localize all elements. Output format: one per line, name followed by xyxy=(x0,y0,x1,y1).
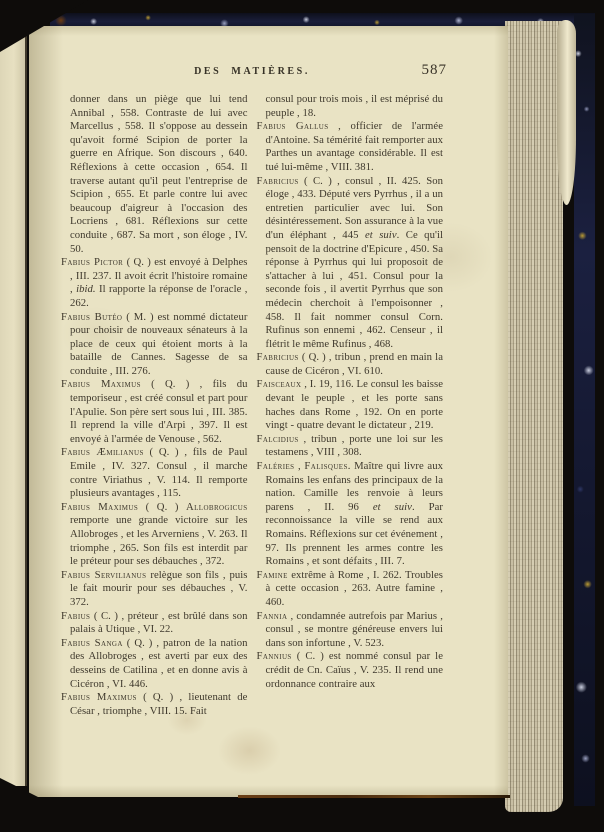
page-number: 587 xyxy=(421,62,447,78)
cover-board-edge xyxy=(238,795,510,798)
entry-term: Fabius Gallus xyxy=(256,120,329,133)
entry-term: Fabius Maximus xyxy=(61,378,141,391)
marbled-cover-edge-right xyxy=(574,14,595,806)
index-entry: donner dans un piège que lui tend Annibal , 558. Contraste de lui avec Marcellus , 558. Il s'oppose au dessein qu'avoit formé Scipion de porter la guerre en Afrique. Son discours , 640. Réflexions à cette occasion , 654. Il traverse autant qu'il peut l'entreprise de Scipion , 655. Et parle contre lui avec beaucoup d'aigreur à l'occasion des Locriens , 681. Réflexions sur cette conduite , 687. Sa mort , son éloge , IV. 50. xyxy=(70,93,248,255)
curled-page-edge xyxy=(557,20,576,205)
index-entry: Fabius Maximus ( Q. ) , fils du temporiseur , est créé consul et part pour l'Apulie. Son père sert sous lui , III. 385. Il reprend la ville d'Arpi , 397. Il est envoyé à l'armée de Venouse , 562. xyxy=(61,378,248,445)
index-entry: Falcidius , tribun , porte une loi sur les testamens , VIII , 308. xyxy=(256,432,443,459)
entry-term: Fabius Butéo xyxy=(61,310,123,323)
entry-term: Fannia xyxy=(256,609,288,622)
entry-term: Fabius Servilianus xyxy=(61,568,147,581)
entry-term: Fannius xyxy=(256,650,292,663)
index-entry: Fabius Pictor ( Q. ) est envoyé à Delphes , III. 237. Il avoit écrit l'histoire romaine , ibid. Il rapporte la réponse de l'oracle , 262. xyxy=(61,256,248,309)
entry-term: Faléries xyxy=(256,460,295,473)
entry-term: Faisceaux xyxy=(256,378,302,391)
index-entry: Faisceaux , I. 19, 116. Le consul les baisse devant le peuple , et les porte sans haches dans Rome , 192. On en porte vingt - quatre devant le dictateur , 219. xyxy=(256,378,443,432)
index-columns xyxy=(61,93,443,718)
index-entry: Fabius Maximus ( Q. ) , lieutenant de César , triomphe , VIII. 15. Fait xyxy=(61,691,248,717)
index-entry: Fabius Maximus ( Q. ) Allobrogicus remporte une grande victoire sur les Allobroges , et les Arverniens , V. 263. Il triomphe , 265. Son fils est interdit par le préteur pour ses débauches , 372. xyxy=(61,500,248,568)
index-entry: Fabius ( C. ) , préteur , est brûlé dans son palais à Utique , VI. 22. xyxy=(61,609,248,636)
entry-term: Fabius Sanga xyxy=(61,636,123,649)
entry-term: Fabius xyxy=(61,609,91,622)
index-entry: Fabius Æmilianus ( Q. ) , fils de Paul Emile , IV. 327. Consul , il marche contre Viriathus , V. 114. Il remporte plusieurs avantages , 115. xyxy=(61,446,248,500)
page-edges-fore-edge xyxy=(505,21,563,812)
index-column-right xyxy=(257,93,444,718)
page-header xyxy=(61,62,447,82)
index-entry: Fannia , condamnée autrefois par Marius , consul , se montre généreuse envers lui dans son infortune , V. 523. xyxy=(256,609,443,649)
index-entry: Fabius Sanga ( Q. ) , patron de la nation des Allobroges , est averti par eux des desseins de Catilina , et en donne avis à Cicéron , VI. 446. xyxy=(61,636,248,690)
index-entry: Fabius Servilianus relègue son fils , puis le fait mourir pour ses débauches , V. 372. xyxy=(61,568,248,608)
entry-term: Fabius Maximus xyxy=(61,691,137,704)
book-page xyxy=(29,26,508,797)
entry-term: Fabricius xyxy=(256,351,299,364)
running-title: DES MATIÈRES. xyxy=(194,66,310,77)
index-entry: Fabricius ( Q. ) , tribun , prend en main la cause de Cicéron , VI. 610. xyxy=(256,351,443,377)
index-entry: Fabius Gallus , officier de l'armée d'Antoine. Sa témérité fait remporter aux Parthes un avantage considérable. Il est tué lui-même , VIII. 381. xyxy=(256,120,443,173)
entry-term: Fabius Æmilianus xyxy=(61,446,144,459)
index-entry: Faléries , Falisques. Maître qui livre aux Romains les enfans des principaux de la nation. Camille les renvoie à leurs parens , II. 96 et suiv. Par reconnoissance la ville se rend aux Romains. Réflexions sur cet événement , 97. Ils prennent les armes contre les Romains , et sont défaits , III. 7. xyxy=(256,460,444,568)
index-entry: Famine extrême à Rome , I. 262. Troubles à cette occasion , 263. Autre famine , 460. xyxy=(256,568,443,608)
background-top-band xyxy=(0,0,604,13)
entry-term: Fabius Maximus xyxy=(61,500,139,513)
index-entry: Fabius Butéo ( M. ) est nommé dictateur pour choisir de nouveaux sénateurs à la place de ceux qui étoient morts à la bataille de Cannes. Sagesse de sa conduite , III. 276. xyxy=(61,310,248,377)
index-entry: Fannius ( C. ) est nommé consul par le crédit de Cn. Caïus , V. 235. Il rend une ordonnance contraire aux xyxy=(256,650,443,690)
entry-term: Falcidius xyxy=(256,432,299,445)
index-entry: Fabricius ( C. ) , consul , II. 425. Son éloge , 433. Député vers Pyrrhus , il a un entretien particulier avec lui. Son désintéressement. Son assurance à la vue d'un éléphant , 445 et suiv. Ce qu'il pensoit de la doctrine d'Epicure , 450. Sa réponse à Pyrrhus qui lui proposoit de s'attacher à lui , 451. Consul pour la seconde fois , il avertit Pyrrhus que son médecin cherchoit à l'empoisonner , 458. Il fait nommer consul Corn. Rufinus son ennemi , 462. Censeur , il flétrit le même Rufinus , 468. xyxy=(256,174,443,350)
index-entry: consul pour trois mois , il est méprisé du peuple , 18. xyxy=(265,93,443,119)
entry-term: Fabius Pictor xyxy=(61,256,124,269)
facing-page-gutter-sliver xyxy=(0,30,27,786)
entry-term: Fabricius xyxy=(256,174,299,187)
index-column-left xyxy=(61,93,248,718)
entry-term: Famine xyxy=(256,568,288,581)
